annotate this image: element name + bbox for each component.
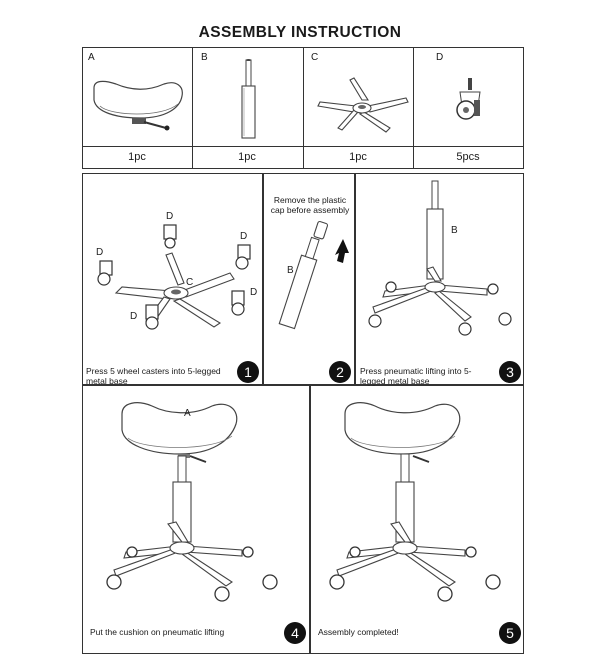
- step-4-badge: 4: [284, 622, 306, 644]
- step-1-badge: 1: [237, 361, 259, 383]
- part-a-quantity: 1pc: [128, 151, 146, 163]
- part-c-quantity: 1pc: [349, 151, 367, 163]
- part-d-letter: D: [436, 52, 444, 63]
- step-1-caster-label-1: D: [166, 211, 174, 222]
- step-2-note: Remove the plastic cap before assembly: [270, 195, 350, 215]
- caster-illustration: [452, 78, 492, 128]
- part-c-letter: C: [311, 52, 319, 63]
- step-3-lift-label: B: [451, 225, 458, 236]
- part-b-letter: B: [201, 52, 208, 63]
- step-3-caption: Press pneumatic lifting into 5-legged metal base: [360, 366, 472, 386]
- five-star-base-illustration: [312, 78, 412, 138]
- step-1-caster-label-3: D: [240, 231, 248, 242]
- step-1-caster-base-illustration: [82, 173, 263, 343]
- step-3-badge: 3: [499, 361, 521, 383]
- step-1-caster-label-4: D: [250, 287, 258, 298]
- part-d-quantity: 5pcs: [456, 151, 480, 163]
- step-2-lift-label: B: [287, 265, 294, 276]
- step-5-caption: Assembly completed!: [318, 627, 399, 637]
- step-1-caster-label-2: D: [96, 247, 104, 258]
- page-title: ASSEMBLY INSTRUCTION: [198, 24, 402, 41]
- part-b-quantity: 1pc: [238, 151, 256, 163]
- step-1-caster-label-5: D: [130, 311, 138, 322]
- saddle-seat-illustration: [88, 74, 188, 140]
- step-4-caption: Put the cushion on pneumatic lifting: [90, 627, 225, 637]
- step-3-lift-in-base-illustration: [355, 173, 524, 353]
- step-4-seat-label: A: [184, 408, 191, 419]
- step-5-badge: 5: [499, 622, 521, 644]
- part-a-letter: A: [88, 52, 95, 63]
- step-1-base-label: C: [186, 277, 194, 288]
- gas-lift-illustration: [234, 58, 264, 142]
- step-5-completed-stool-illustration: [309, 384, 524, 614]
- step-2-remove-cap-illustration: [263, 173, 355, 363]
- step-2-badge: 2: [329, 361, 351, 383]
- step-1-caption: Press 5 wheel casters into 5-legged metal base: [86, 366, 221, 386]
- step-4-cushion-illustration: [82, 384, 311, 614]
